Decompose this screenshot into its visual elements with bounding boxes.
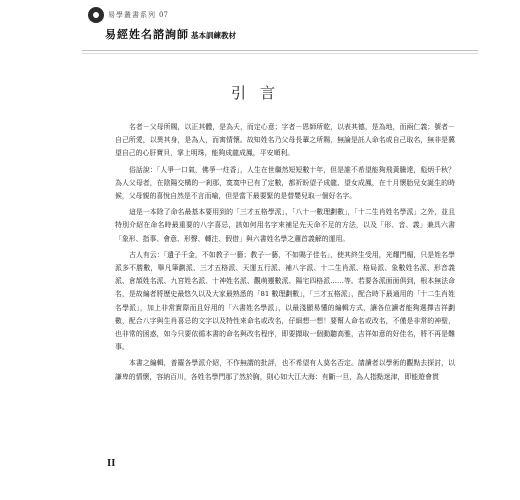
series-number: 07 — [159, 11, 168, 19]
paragraph: 名者－父母所賜，以正其體，是為夭，而定心意；字者－恩師所乾，以表其德，是為地，而兩仁義；號者－自己所愛，以異其身，是為人，而寓情懷。故知姓名乃父母長輩之所賜，無論是託人命名或自己取名，無非是冀望自己的心肝寶貝，掌上明珠，能夠成龍成鳳，平安順利。 — [115, 123, 455, 158]
book-title-line — [105, 26, 236, 40]
series-emblem-icon — [88, 7, 104, 23]
series-header — [88, 7, 168, 23]
page-number: II — [107, 459, 116, 469]
paragraph: 俗話說：「人爭一口氣，佛爭一炷香」，人生在世繼然短短數十年，但是誰不希望能夠飛黃騰達，彪炳千秋？為人父母者，在陰陽交構的一剎那，寞寞中已有了定數，都祈盼望子成龍、望女成鳳，在十月懷胎兒女誕生的時候，父母親的喜悅自然是不言而喻，但是當下最要緊的是替嬰兒取一個好名字。 — [115, 165, 455, 201]
series-label: 易學叢書系列 — [108, 11, 156, 19]
book-subtitle: 基本訓練教材 — [191, 31, 236, 40]
section-title: 引言 — [230, 84, 289, 102]
paragraph: 這是一本除了命名最基本要用到的「三才五格學派」，「八十一數理劃數」，「十二生肖姓名學派」之外，並且特別介紹在命名時最重要的八字喜忌，該如何用名字來補足先天命不足的方法，以及「形、音、義」兼具六書「象形、指事、會意、形聲、轉注、假借」與六書姓名學之邏首義解的運用。 — [115, 208, 455, 243]
paragraph: 本書之編輯，普羅各學派介紹，不作無謂的批評，也不希望有人莫名否定。請讀者以學術的觀點去探討，以謙卑的情懷，容納百川，各姓名學門那了然於胸，則心如大江大海：有斷一旦，為人指點迷津，即能遊會貫 — [115, 359, 455, 381]
book-title: 易經姓名諮詢師 — [105, 28, 189, 41]
body-text — [115, 121, 455, 387]
header-rule-secondary — [82, 53, 478, 54]
header-rule — [82, 50, 478, 51]
paragraph: 古人有云：「遺子千金，不如教子一藝；教子一藝，不如賜子佳名」，使其終生受用，光耀門楣，只是姓名學派多不勝數，舉凡筆劃派、三才五格派、天運五行派、補八字派、十二生肖派、格局派、象數姓名派、形音義派、倉頡姓名派、九宮姓名派、十神姓名派、觀萌靈數派、陽宅四格派……等。若要各派面面俱到，根本無法命名，是故編者將歷史最悠久以及大家最熟悉的「81 數理劃數」，「三才五格派」，配合時下最通用的「十二生肖姓名學派」，加上非常實際而且好用的「六書姓名學派」，以最淺顯易懂的編輯方式，讓各位讀者能夠選擇吉祥劃數，配合八字與生肖喜忌的文字以及特性來命名或改名，仔細想一想！要幫人命名或改名，不僅是非常的神聖，也非常的困惑，如今只要依循本書的命名與改名程序，即要擷取一個動聽高雅，吉祥如意的好佳名，將不再是難事。 — [115, 250, 455, 352]
